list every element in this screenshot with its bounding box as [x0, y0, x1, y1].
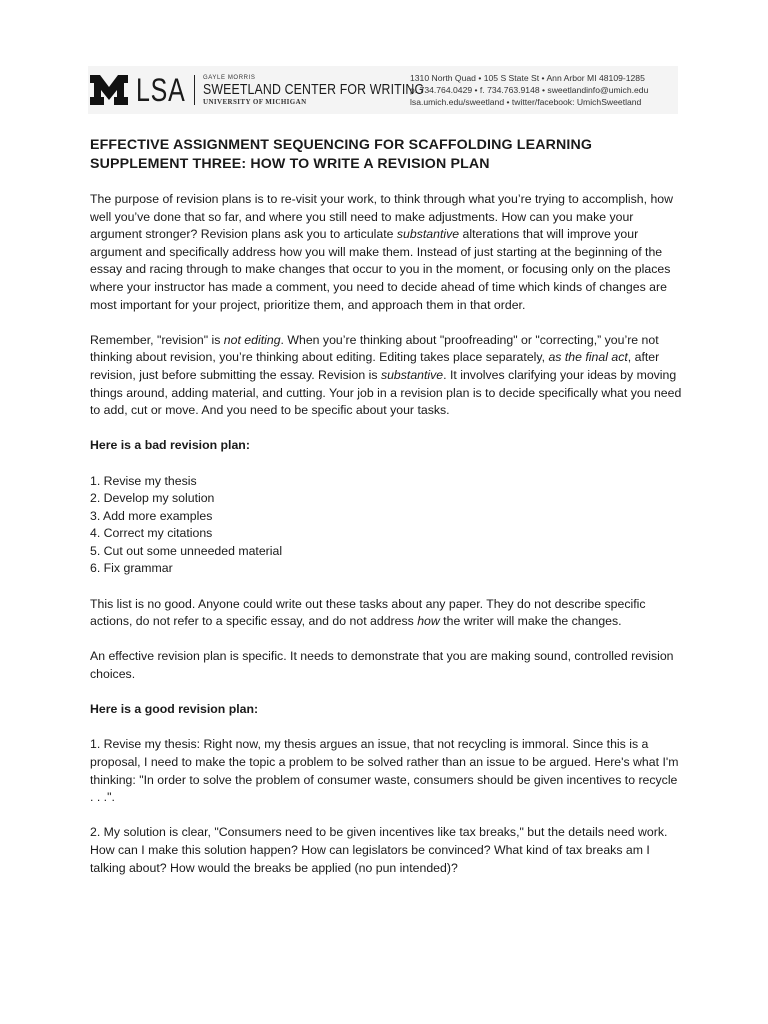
logo-divider — [194, 75, 195, 105]
paragraph-effective-plan: An effective revision plan is specific. It needs to demonstrate that you are making sound, controlled revision choices. — [90, 649, 674, 682]
gayle-morris-label: GAYLE MORRIS — [203, 74, 256, 81]
center-name-block — [203, 74, 425, 106]
paragraph-purpose: The purpose of revision plans is to re-visit your work, to think through what you’re trying to accomplish, how well you’ve done that so far, and where you still need to make adjustments. How can you make your argument stronger? Revision plans ask you to articulate substantive alterations that will improve your argument and specifically address how you will make them. Instead of just starting at the beginning of the essay and racing through to make changes that occur to you in the moment, or focusing only on the places where your instructor has made a comment, you need to decide ahead of time which kinds of changes are most important for your project, prioritize them, and approach them in that order. — [90, 192, 674, 312]
list-item: 3. Add more examples — [90, 508, 213, 523]
university-name: UNIVERSITY OF MICHIGAN — [203, 97, 307, 106]
letterhead — [88, 66, 678, 114]
list-item: 4. Correct my citations — [90, 526, 213, 541]
bad-plan-list — [90, 473, 684, 579]
list-item: 1. Revise my thesis — [90, 473, 197, 488]
list-item: 5. Cut out some unneeded material — [90, 543, 283, 558]
title-line-1: EFFECTIVE ASSIGNMENT SEQUENCING FOR SCAFFOLDING LEARNING — [90, 137, 593, 153]
paragraph-list-critique: This list is no good. Anyone could write out these tasks about any paper. They do not describe specific actions, do not refer to a specific essay, and do not address how the writer will make the changes. — [90, 596, 646, 629]
paragraph-revision-not-editing: Remember, "revision" is not editing. When you’re thinking about "proofreading" or "correcting,” you’re not thinking about revision, you’re thinking about editing. Editing takes place separately, as the final act, after revision, just before submitting the essay. Revision is substantive. It involves clarifying your ideas by moving things around, adding material, and cutting. Your job in a revision plan is to decide specifically what you need to add, cut or move. And you need to be specific about your tasks. — [90, 332, 682, 418]
block-m-logo — [90, 75, 128, 105]
list-item: 6. Fix grammar — [90, 561, 173, 576]
good-plan-heading: Here is a good revision plan: — [90, 702, 259, 717]
contact-info — [410, 72, 648, 108]
document-body — [90, 136, 684, 877]
title-line-2: SUPPLEMENT THREE: HOW TO WRITE A REVISION PLAN — [90, 156, 490, 172]
good-plan-item-2: 2. My solution is clear, "Consumers need to be given incentives like tax breaks," but the details need work. How can I make this solution happen? How can legislators be convinced? What kind of tax breaks am I talking about? How would the breaks be applied (no pun intended)? — [90, 825, 668, 875]
contact-phone-email: p. 734.764.0429 • f. 734.763.9148 • sweetlandinfo@umich.edu — [410, 85, 649, 95]
center-name: SWEETLAND CENTER FOR WRITING — [203, 80, 425, 98]
contact-web-social: lsa.umich.edu/sweetland • twitter/facebook: UmichSweetland — [410, 97, 642, 107]
document-title — [90, 136, 684, 174]
lsa-logo: LSA — [136, 72, 186, 108]
list-item: 2. Develop my solution — [90, 491, 215, 506]
good-plan-item-1: 1. Revise my thesis: Right now, my thesis argues an issue, that not recycling is immoral. Since this is a proposal, I need to make the topic a problem to be solved rather than an issue to be argued. Here's what I'm thinking: "In order to solve the problem of consumer waste, consumers should be given incentives to recycle . . .". — [90, 737, 679, 805]
contact-address: 1310 North Quad • 105 S State St • Ann Arbor MI 48109-1285 — [410, 73, 645, 83]
bad-plan-heading: Here is a bad revision plan: — [90, 438, 250, 453]
